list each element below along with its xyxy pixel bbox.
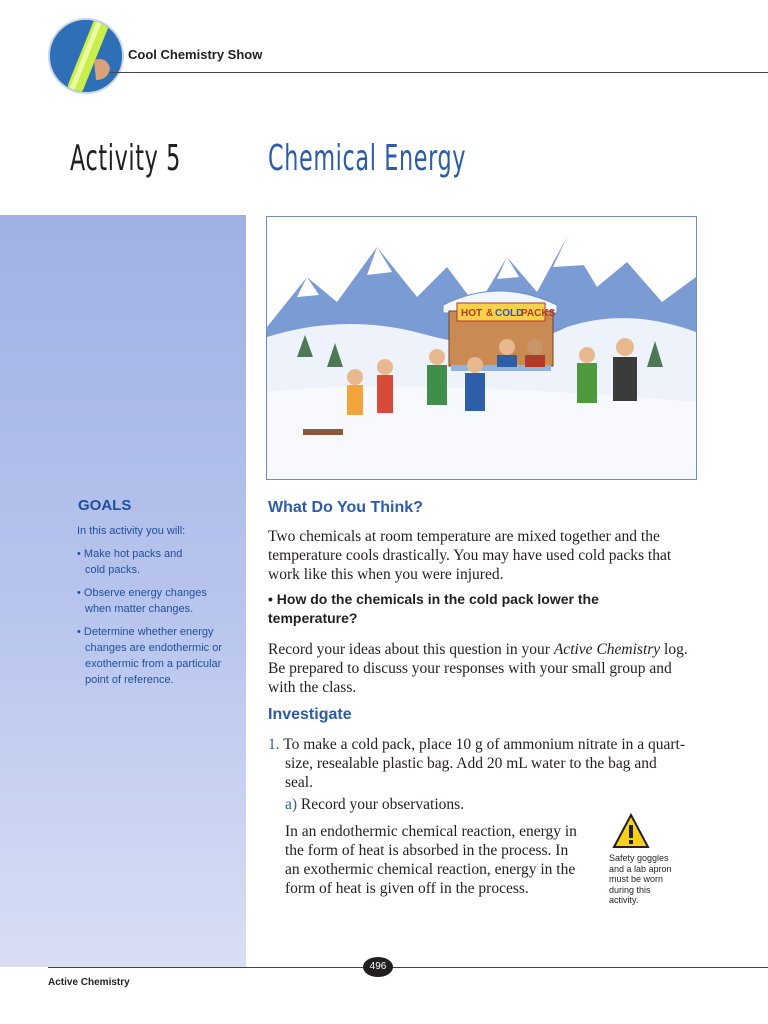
sign-hot: HOT [461,308,483,319]
question-bullet: • [268,591,277,607]
think-paragraph: Two chemicals at room temperature are mixed together and the temperature cools drastically. You may have used cold packs that work like this when you were injured. [268,528,672,583]
ski-hut-illustration [266,216,697,480]
think-question [268,590,688,628]
question-text: How do the chemicals in the cold pack lower the temperature? [268,591,599,626]
series-title: Cool Chemistry Show [128,47,263,62]
think-heading: What Do You Think? [268,499,423,516]
step-1 [268,735,685,792]
step-1a-text: Record your observations. [300,796,465,813]
step-1-number: 1. [268,736,280,753]
goal-item: • Make hot packs and cold packs. [77,546,197,578]
step-1-text: To make a cold pack, place 10 g of ammonium nitrate in a quart-size, resealable plastic bag. Add 20 mL water to the bag and seal. [283,736,686,791]
record-log-name: Active Chemistry [553,641,661,658]
sign-cold: COLD [495,308,524,319]
sign-amp: & [486,308,494,319]
footer-rule [48,967,768,968]
activity-title: Chemical Energy [268,138,467,179]
investigate-heading: Investigate [268,706,352,723]
definition-paragraph: In an endothermic chemical reaction, energy in the form of heat is absorbed in the process. In an exothermic chemical reaction, energy in the form of heat is given off in the process. [285,823,577,897]
activity-number: Activity 5 [70,138,181,179]
record-pre: Record your ideas about this question in your [268,641,554,658]
goals-intro: In this activity you will: [77,525,186,537]
record-paragraph [268,640,698,697]
goal-item: • Determine whether energy changes are endothermic or exothermic from a particular point of reference. [77,624,245,688]
page-number: 496 [363,957,393,977]
goals-heading: GOALS [78,497,132,514]
warning-icon [612,813,650,849]
header-rule [110,72,768,73]
step-1a-label: a) [285,796,298,813]
book-title: Active Chemistry [48,977,130,988]
record-post: log. Be prepared to discuss your responses with your small group and with the class. [268,641,688,696]
goals-list [77,546,247,695]
safety-note: Safety goggles and a lab apron must be worn during this activity. [609,853,672,905]
sign-packs: PACKS [521,308,556,319]
step-1a [285,795,685,814]
chapter-logo [48,18,124,94]
goal-item: • Observe energy changes when matter changes. [77,585,213,617]
